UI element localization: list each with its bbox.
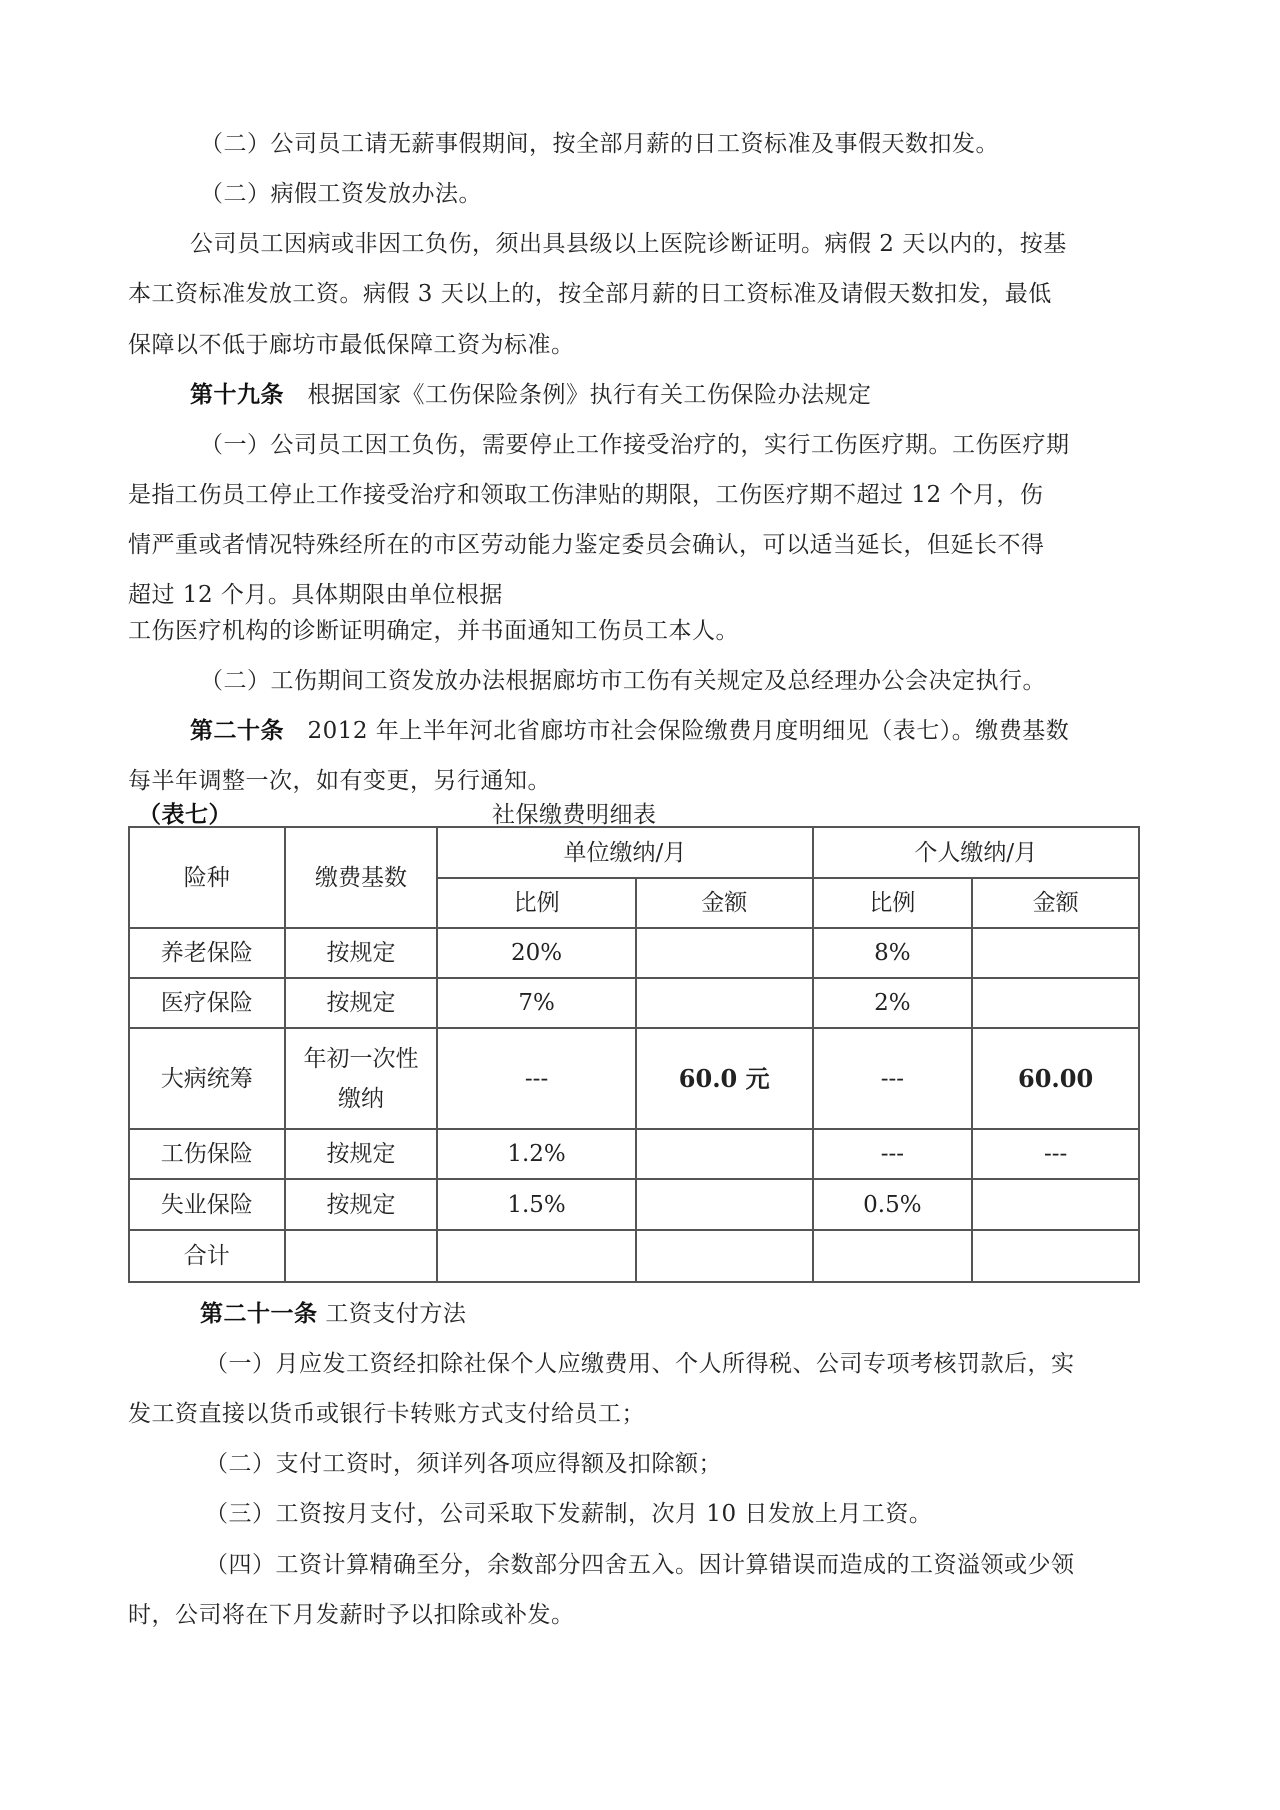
article-title: 第二十条 [190, 717, 284, 744]
cell-company-amount [636, 978, 813, 1028]
header-personal-ratio: 比例 [813, 878, 973, 928]
cell-type: 大病统筹 [129, 1028, 285, 1129]
cell-base: 按规定 [285, 1129, 438, 1179]
cell-base: 按规定 [285, 978, 438, 1028]
header-company-ratio: 比例 [437, 878, 636, 928]
paragraph: 是指工伤员工停止工作接受治疗和领取工伤津贴的期限，工伤医疗期不超过 12 个月，伤 [128, 482, 1044, 508]
table-row-total [129, 1230, 1139, 1282]
cell-personal-amount [972, 928, 1139, 978]
cell-personal-amount [972, 978, 1139, 1028]
cell-company-ratio: 1.5% [437, 1179, 636, 1230]
paragraph: （三）工资按月支付，公司采取下发薪制，次月 10 日发放上月工资。 [205, 1501, 933, 1527]
header-type: 险种 [129, 827, 285, 928]
cell-personal-ratio: 2% [813, 978, 973, 1028]
cell-type: 医疗保险 [129, 978, 285, 1028]
paragraph: （一）月应发工资经扣除社保个人应缴费用、个人所得税、公司专项考核罚款后，实 [205, 1351, 1075, 1377]
paragraph: （一）公司员工因工负伤，需要停止工作接受治疗的，实行工伤医疗期。工伤医疗期 [200, 432, 1070, 458]
table-row [129, 1129, 1139, 1179]
cell-company-amount [636, 1179, 813, 1230]
paragraph: 每半年调整一次，如有变更，另行通知。 [128, 768, 551, 794]
table-row [129, 1179, 1139, 1230]
paragraph: （二）支付工资时，须详列各项应得额及扣除额； [205, 1451, 722, 1477]
paragraph: 情严重或者情况特殊经所在的市区劳动能力鉴定委员会确认，可以适当延长，但延长不得 [128, 532, 1045, 558]
paragraph: 保障以不低于廊坊市最低保障工资为标准。 [128, 332, 575, 358]
header-company: 单位缴纳/月 [437, 827, 812, 878]
article-text: 根据国家《工伤保险条例》执行有关工伤保险办法规定 [307, 382, 872, 408]
paragraph: 时，公司将在下月发薪时予以扣除或补发。 [128, 1602, 575, 1628]
cell-company-ratio: 20% [437, 928, 636, 978]
header-personal-amount: 金额 [972, 878, 1139, 928]
paragraph: （二）病假工资发放办法。 [200, 181, 482, 207]
cell-type: 养老保险 [129, 928, 285, 978]
cell-base: 按规定 [285, 928, 438, 978]
cell-company-ratio: 7% [437, 978, 636, 1028]
article-title: 第二十一条 [200, 1300, 318, 1327]
cell-personal-amount [972, 1179, 1139, 1230]
article-19-heading [190, 380, 871, 410]
header-base: 缴费基数 [285, 827, 438, 928]
cell-personal-ratio: --- [813, 1129, 973, 1179]
cell-company-amount [636, 928, 813, 978]
paragraph: 本工资标准发放工资。病假 3 天以上的，按全部月薪的日工资标准及请假天数扣发，最低 [128, 281, 1052, 307]
cell-personal-amount [972, 1230, 1139, 1282]
article-title: 第十九条 [190, 381, 284, 408]
header-personal: 个人缴纳/月 [813, 827, 1139, 878]
cell-company-amount [636, 1129, 813, 1179]
cell-personal-ratio: 8% [813, 928, 973, 978]
cell-personal-ratio: 0.5% [813, 1179, 973, 1230]
cell-base [285, 1230, 438, 1282]
article-text: 2012 年上半年河北省廊坊市社会保险缴费月度明细见（表七）。缴费基数 [307, 718, 1070, 744]
table-row [129, 928, 1139, 978]
article-20-heading [190, 716, 1069, 746]
table-row [129, 1028, 1139, 1129]
paragraph: （二）工伤期间工资发放办法根据廊坊市工伤有关规定及总经理办公会决定执行。 [200, 668, 1046, 694]
cell-company-amount [636, 1230, 813, 1282]
table-label: （表七） [138, 801, 232, 828]
cell-personal-amount: --- [972, 1129, 1139, 1179]
article-21-heading [200, 1299, 466, 1329]
cell-type: 失业保险 [129, 1179, 285, 1230]
paragraph: （四）工资计算精确至分，余数部分四舍五入。因计算错误而造成的工资溢领或少领 [205, 1552, 1075, 1578]
cell-base: 按规定 [285, 1179, 438, 1230]
paragraph: （二）公司员工请无薪事假期间，按全部月薪的日工资标准及事假天数扣发。 [200, 131, 999, 157]
table-row [129, 978, 1139, 1028]
paragraph: 超过 12 个月。具体期限由单位根据 [128, 582, 503, 608]
header-company-amount: 金额 [636, 878, 813, 928]
cell-personal-ratio: --- [813, 1028, 973, 1129]
cell-company-amount: 60.0 元 [636, 1028, 813, 1129]
paragraph: 工伤医疗机构的诊断证明确定，并书面通知工伤员工本人。 [128, 618, 739, 644]
paragraph: 公司员工因病或非因工负伤，须出具县级以上医院诊断证明。病假 2 天以内的，按基 [190, 231, 1067, 257]
cell-company-ratio [437, 1230, 636, 1282]
cell-company-ratio: --- [437, 1028, 636, 1129]
social-insurance-table [128, 826, 1140, 1283]
article-text: 工资支付方法 [325, 1301, 467, 1327]
table-title: 社保缴费明细表 [492, 802, 657, 828]
cell-company-ratio: 1.2% [437, 1129, 636, 1179]
cell-personal-ratio [813, 1230, 973, 1282]
cell-personal-amount: 60.00 [972, 1028, 1139, 1129]
cell-type: 合计 [129, 1230, 285, 1282]
paragraph: 发工资直接以货币或银行卡转账方式支付给员工； [128, 1401, 645, 1427]
cell-base: 年初一次性缴纳 [285, 1028, 438, 1129]
cell-type: 工伤保险 [129, 1129, 285, 1179]
